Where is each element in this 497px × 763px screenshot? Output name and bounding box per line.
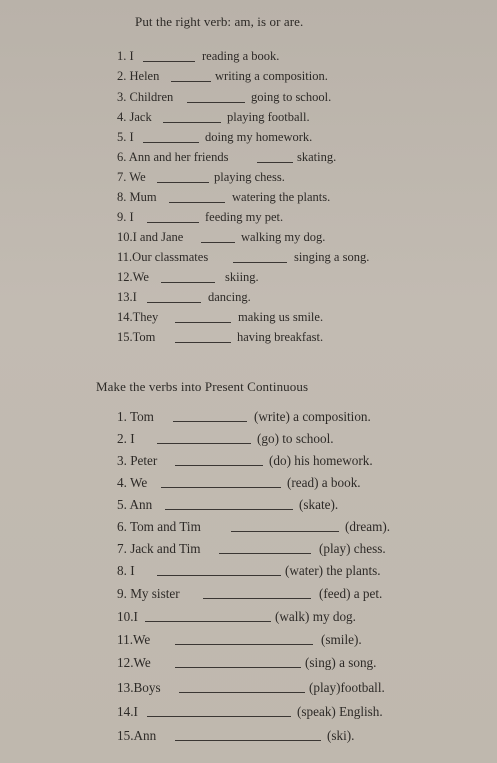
item-text: writing a composition. <box>215 69 328 83</box>
item-text: (feed) a pet. <box>319 586 383 601</box>
answer-blank[interactable] <box>231 519 339 532</box>
answer-blank[interactable] <box>157 431 251 444</box>
answer-blank[interactable] <box>163 110 221 123</box>
item-text: (walk) my dog. <box>275 609 356 624</box>
item-text: singing a song. <box>294 250 370 264</box>
item-text: (ski). <box>327 728 355 743</box>
answer-blank[interactable] <box>171 69 211 82</box>
item-text: dancing. <box>208 290 251 304</box>
item-subject: 14.They <box>117 310 159 324</box>
answer-blank[interactable] <box>187 90 245 103</box>
item-subject: 13.I <box>117 290 137 304</box>
item-subject: 1. Tom <box>117 409 154 424</box>
item-subject: 5. Ann <box>117 497 153 512</box>
answer-blank[interactable] <box>147 210 199 223</box>
item-text: (read) a book. <box>287 475 361 490</box>
answer-blank[interactable] <box>175 310 231 323</box>
answer-blank[interactable] <box>165 497 293 510</box>
item-text: playing football. <box>227 110 310 124</box>
item-text: (write) a composition. <box>254 409 371 424</box>
item-text: making us smile. <box>238 310 324 324</box>
item-subject: 9. My sister <box>117 586 180 601</box>
item-subject: 13.Boys <box>117 680 161 695</box>
item-subject: 12.We <box>117 270 149 284</box>
item-text: (play)football. <box>309 680 385 695</box>
item-subject: 8. Mum <box>117 190 157 204</box>
item-subject: 7. Jack and Tim <box>117 541 201 556</box>
item-text: playing chess. <box>214 170 285 184</box>
item-subject: 4. Jack <box>117 110 152 124</box>
item-text: doing my homework. <box>205 130 313 144</box>
item-subject: 7. We <box>117 170 146 184</box>
answer-blank[interactable] <box>169 190 225 203</box>
answer-blank[interactable] <box>161 475 281 488</box>
item-text: skating. <box>297 150 337 164</box>
item-text: (play) chess. <box>319 541 386 556</box>
item-subject: 15.Tom <box>117 330 156 344</box>
answer-blank[interactable] <box>175 632 313 645</box>
answer-blank[interactable] <box>179 680 305 693</box>
answer-blank[interactable] <box>147 704 291 717</box>
exercise-2-title: Make the verbs into Present Continuous <box>96 379 309 394</box>
answer-blank[interactable] <box>175 453 263 466</box>
item-subject: 2. I <box>117 431 135 446</box>
item-text: going to school. <box>251 90 332 104</box>
item-subject: 10.I <box>117 609 138 624</box>
item-text: (dream). <box>345 519 391 534</box>
answer-blank[interactable] <box>233 250 287 263</box>
item-subject: 15.Ann <box>117 728 157 743</box>
item-text: feeding my pet. <box>205 210 284 224</box>
item-subject: 11.We <box>117 632 151 647</box>
item-subject: 6. Ann and her friends <box>117 150 229 164</box>
item-text: (smile). <box>321 632 362 647</box>
exercise-1-title: Put the right verb: am, is or are. <box>135 14 304 29</box>
answer-blank[interactable] <box>147 290 201 303</box>
answer-blank[interactable] <box>219 541 311 554</box>
item-text: reading a book. <box>202 49 280 63</box>
item-text: (sing) a song. <box>305 655 377 670</box>
item-subject: 3. Children <box>117 90 174 104</box>
item-subject: 14.I <box>117 704 138 719</box>
item-subject: 4. We <box>117 475 148 490</box>
answer-blank[interactable] <box>203 586 311 599</box>
item-subject: 10.I and Jane <box>117 230 184 244</box>
answer-blank[interactable] <box>157 563 281 576</box>
item-subject: 3. Peter <box>117 453 158 468</box>
item-text: having breakfast. <box>237 330 324 344</box>
item-subject: 12.We <box>117 655 151 670</box>
item-text: walking my dog. <box>241 230 326 244</box>
answer-blank[interactable] <box>173 409 247 422</box>
item-text: (do) his homework. <box>269 453 373 468</box>
item-subject: 5. I <box>117 130 134 144</box>
item-subject: 1. I <box>117 49 134 63</box>
item-text: (water) the plants. <box>285 563 381 578</box>
item-text: skiing. <box>225 270 259 284</box>
item-text: (speak) English. <box>297 704 383 719</box>
item-subject: 8. I <box>117 563 135 578</box>
item-subject: 2. Helen <box>117 69 160 83</box>
item-subject: 6. Tom and Tim <box>117 519 201 534</box>
answer-blank[interactable] <box>143 49 195 62</box>
answer-blank[interactable] <box>145 609 271 622</box>
item-subject: 11.Our classmates <box>117 250 209 264</box>
answer-blank[interactable] <box>257 150 293 163</box>
answer-blank[interactable] <box>175 330 231 343</box>
answer-blank[interactable] <box>175 728 321 741</box>
item-subject: 9. I <box>117 210 134 224</box>
answer-blank[interactable] <box>157 170 209 183</box>
answer-blank[interactable] <box>175 655 301 668</box>
answer-blank[interactable] <box>161 270 215 283</box>
item-text: (skate). <box>299 497 339 512</box>
answer-blank[interactable] <box>201 230 235 243</box>
answer-blank[interactable] <box>143 130 199 143</box>
item-text: watering the plants. <box>232 190 331 204</box>
item-text: (go) to school. <box>257 431 334 446</box>
